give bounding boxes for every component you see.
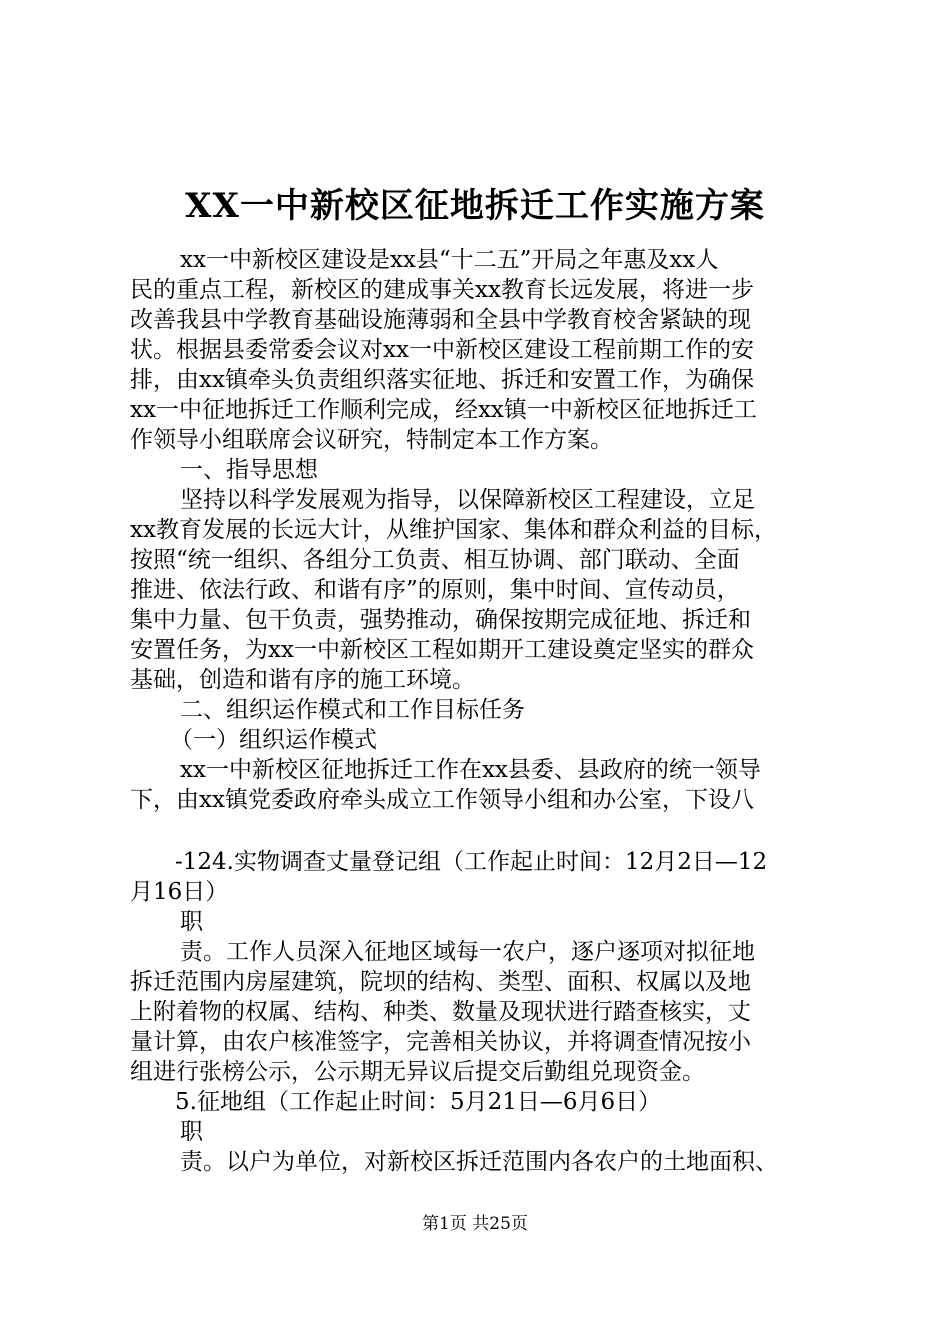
subsection-heading: （一）组织运作模式: [170, 727, 377, 753]
body-line: 组进行张榜公示，公示期无异议后提交后勤组兑现资金。: [130, 1059, 705, 1085]
body-line: xx一中新校区征地拆迁工作在xx县委、县政府的统一领导: [180, 757, 761, 783]
body-line: 下，由xx镇党委政府牵头成立工作领导小组和办公室，下设八: [130, 787, 754, 813]
body-line: xx一中征地拆迁工作顺利完成，经xx镇一中新校区征地拆迁工: [130, 397, 757, 423]
body-line: 排，由xx镇牵头负责组织落实征地、拆迁和安置工作，为确保: [130, 367, 754, 393]
section-heading: 一、指导思想: [180, 457, 318, 483]
body-line: 基础，创造和谐有序的施工环境。: [130, 667, 475, 693]
document-title: XX一中新校区征地拆迁工作实施方案: [185, 186, 765, 226]
body-line: 作领导小组联席会议研究，特制定本工作方案。: [130, 427, 613, 453]
page-footer: 第1页 共25页: [422, 1214, 528, 1234]
item-heading: 5.征地组（工作起止时间：5月21日—6月6日）: [175, 1089, 662, 1115]
body-line: 责。工作人员深入征地区域每一农户，逐户逐项对拟征地: [180, 939, 755, 965]
body-line: 改善我县中学教育基础设施薄弱和全县中学教育校舍紧缺的现: [130, 307, 751, 333]
body-line: 拆迁范围内房屋建筑，院坝的结构、类型、面积、权属以及地: [130, 969, 751, 995]
body-line: 推进、依法行政、和谐有序”的原则，集中时间、宣传动员，: [130, 577, 740, 603]
body-line: 职: [180, 1119, 203, 1145]
body-line: xx教育发展的长远大计，从维护国家、集体和群众利益的目标，: [130, 517, 777, 543]
body-line: 月16日）: [130, 879, 229, 905]
body-line: xx一中新校区建设是xx县“十二五”开局之年惠及xx人: [180, 247, 719, 273]
section-heading: 二、组织运作模式和工作目标任务: [180, 697, 525, 723]
body-line: 按照“统一组织、各组分工负责、相互协调、部门联动、全面: [130, 547, 740, 573]
body-line: 坚持以科学发展观为指导，以保障新校区工程建设，立足: [180, 487, 755, 513]
body-line: 量计算，由农户核准签字，完善相关协议，并将调查情况按小: [130, 1029, 751, 1055]
body-line: 职: [180, 909, 203, 935]
body-line: 状。根据县委常委会议对xx一中新校区建设工程前期工作的安: [130, 337, 754, 363]
item-heading: -124.实物调查丈量登记组（工作起止时间：12月2日—12: [175, 849, 768, 875]
body-line: 责。以户为单位，对新校区拆迁范围内各农户的土地面积、: [180, 1149, 778, 1175]
body-line: 安置任务，为xx一中新校区工程如期开工建设奠定坚实的群众: [130, 637, 754, 663]
body-line: 集中力量、包干负责，强势推动，确保按期完成征地、拆迁和: [130, 607, 751, 633]
body-line: 上附着物的权属、结构、种类、数量及现状进行踏查核实，丈: [130, 999, 751, 1025]
body-line: 民的重点工程，新校区的建成事关xx教育长远发展，将进一步: [130, 277, 754, 303]
